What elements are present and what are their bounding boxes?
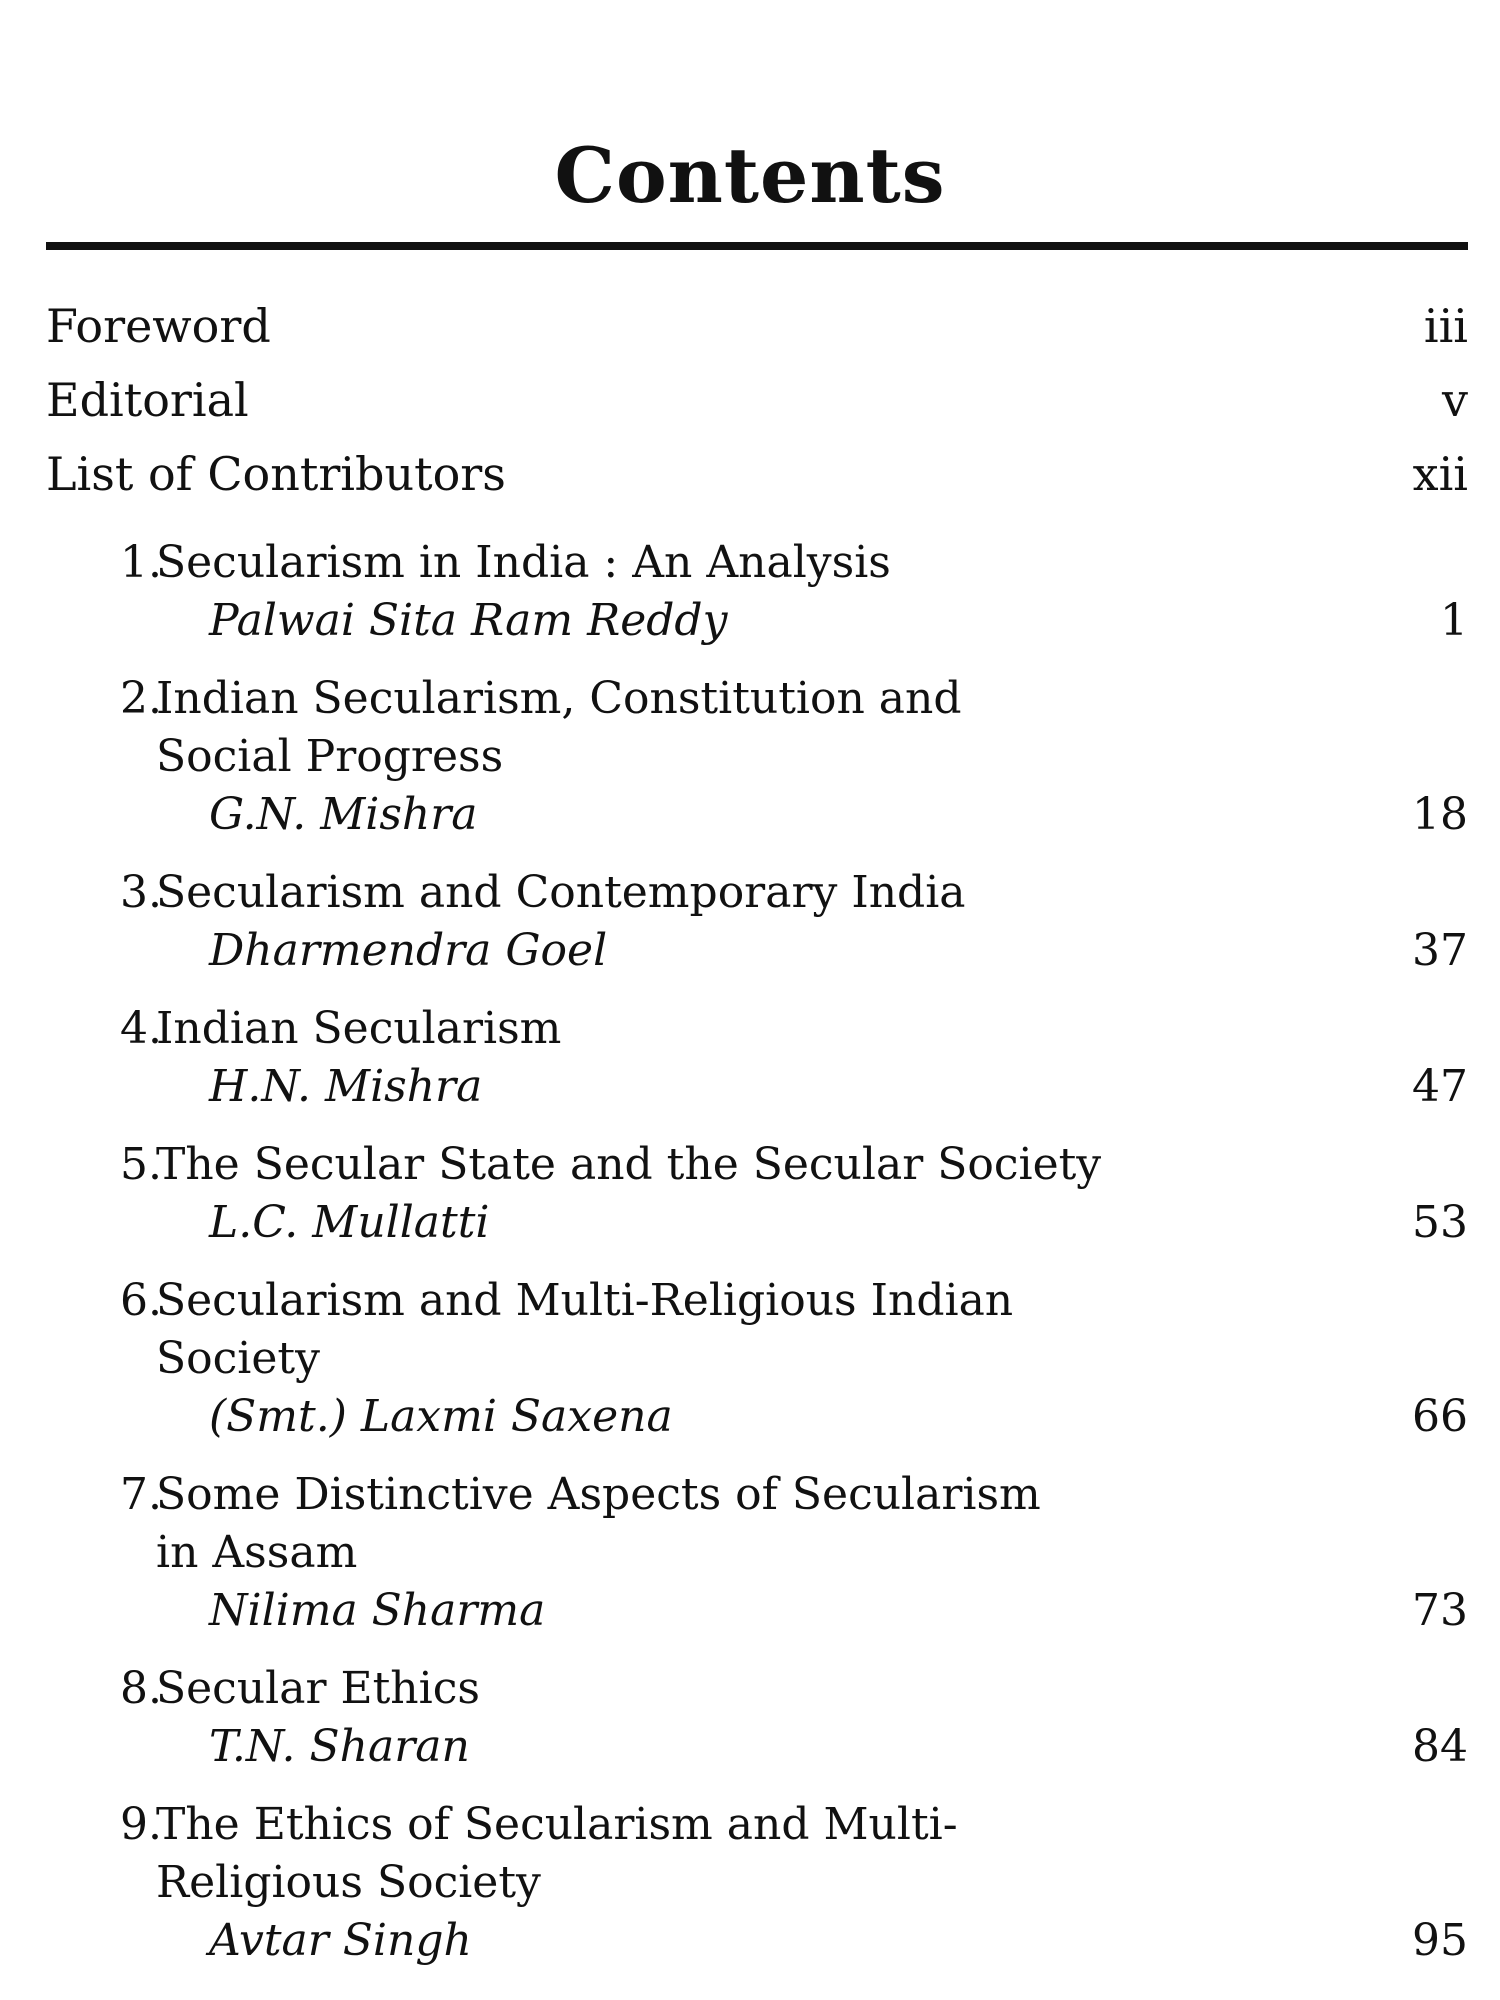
chapter-number: 6. [120,1275,162,1326]
chapter-page: 53 [1412,1197,1468,1248]
chapter-number: 5. [120,1139,162,1190]
chapter-title: Indian Secularism [156,1003,562,1054]
chapter-title: Some Distinctive Aspects of Secularism in Assam [156,1469,1041,1578]
chapter-title: The Secular State and the Secular Society [156,1139,1102,1190]
chapter-number: 4. [120,1003,162,1054]
chapter-page: 95 [1412,1915,1468,1966]
chapter-page: 73 [1412,1585,1468,1636]
chapter-page: 47 [1412,1061,1468,1112]
chapter-author: G.N. Mishra [209,789,478,840]
front-matter-label: List of Contributors [46,446,506,501]
chapter-title: The Ethics of Secularism and Multi- Religious Society [156,1799,958,1908]
chapter-page: 18 [1412,789,1468,840]
chapter-title: Indian Secularism, Constitution and Social Progress [156,673,962,782]
chapter-author: L.C. Mullatti [209,1197,490,1248]
title-divider [46,242,1468,250]
chapter-page: 1 [1440,595,1468,646]
front-matter-page: xii [1412,446,1468,501]
front-matter-list-of-contributors [46,442,1468,502]
chapter-number: 8. [120,1663,162,1714]
page-title: Contents [554,131,946,220]
chapter-title: Secularism and Multi-Religious Indian Society [156,1275,1014,1384]
chapter-title: Secularism in India : An Analysis [156,537,891,588]
front-matter-label: Editorial [46,372,249,427]
chapter-number: 3. [120,867,162,918]
chapter-number: 1. [120,537,162,588]
chapter-author: Nilima Sharma [209,1585,546,1636]
front-matter-label: Foreword [46,298,271,353]
chapter-author: Avtar Singh [209,1915,472,1966]
front-matter-page: iii [1423,298,1468,353]
chapter-number: 2. [120,673,162,724]
chapter-author: T.N. Sharan [209,1721,470,1772]
front-matter-page: v [1442,372,1468,427]
chapter-author: Palwai Sita Ram Reddy [209,595,728,646]
chapter-author: H.N. Mishra [209,1061,483,1112]
chapter-title: Secularism and Contemporary India [156,867,966,918]
chapter-page: 37 [1412,925,1468,976]
chapter-author: Dharmendra Goel [209,925,608,976]
chapter-title: Secular Ethics [156,1663,480,1714]
front-matter-editorial [46,368,1468,428]
chapter-number: 9. [120,1799,162,1850]
chapter-number: 7. [120,1469,162,1520]
front-matter-foreword [46,294,1468,354]
chapter-page: 84 [1412,1721,1468,1772]
chapter-author: (Smt.) Laxmi Saxena [209,1391,673,1442]
chapter-page: 66 [1412,1391,1468,1442]
